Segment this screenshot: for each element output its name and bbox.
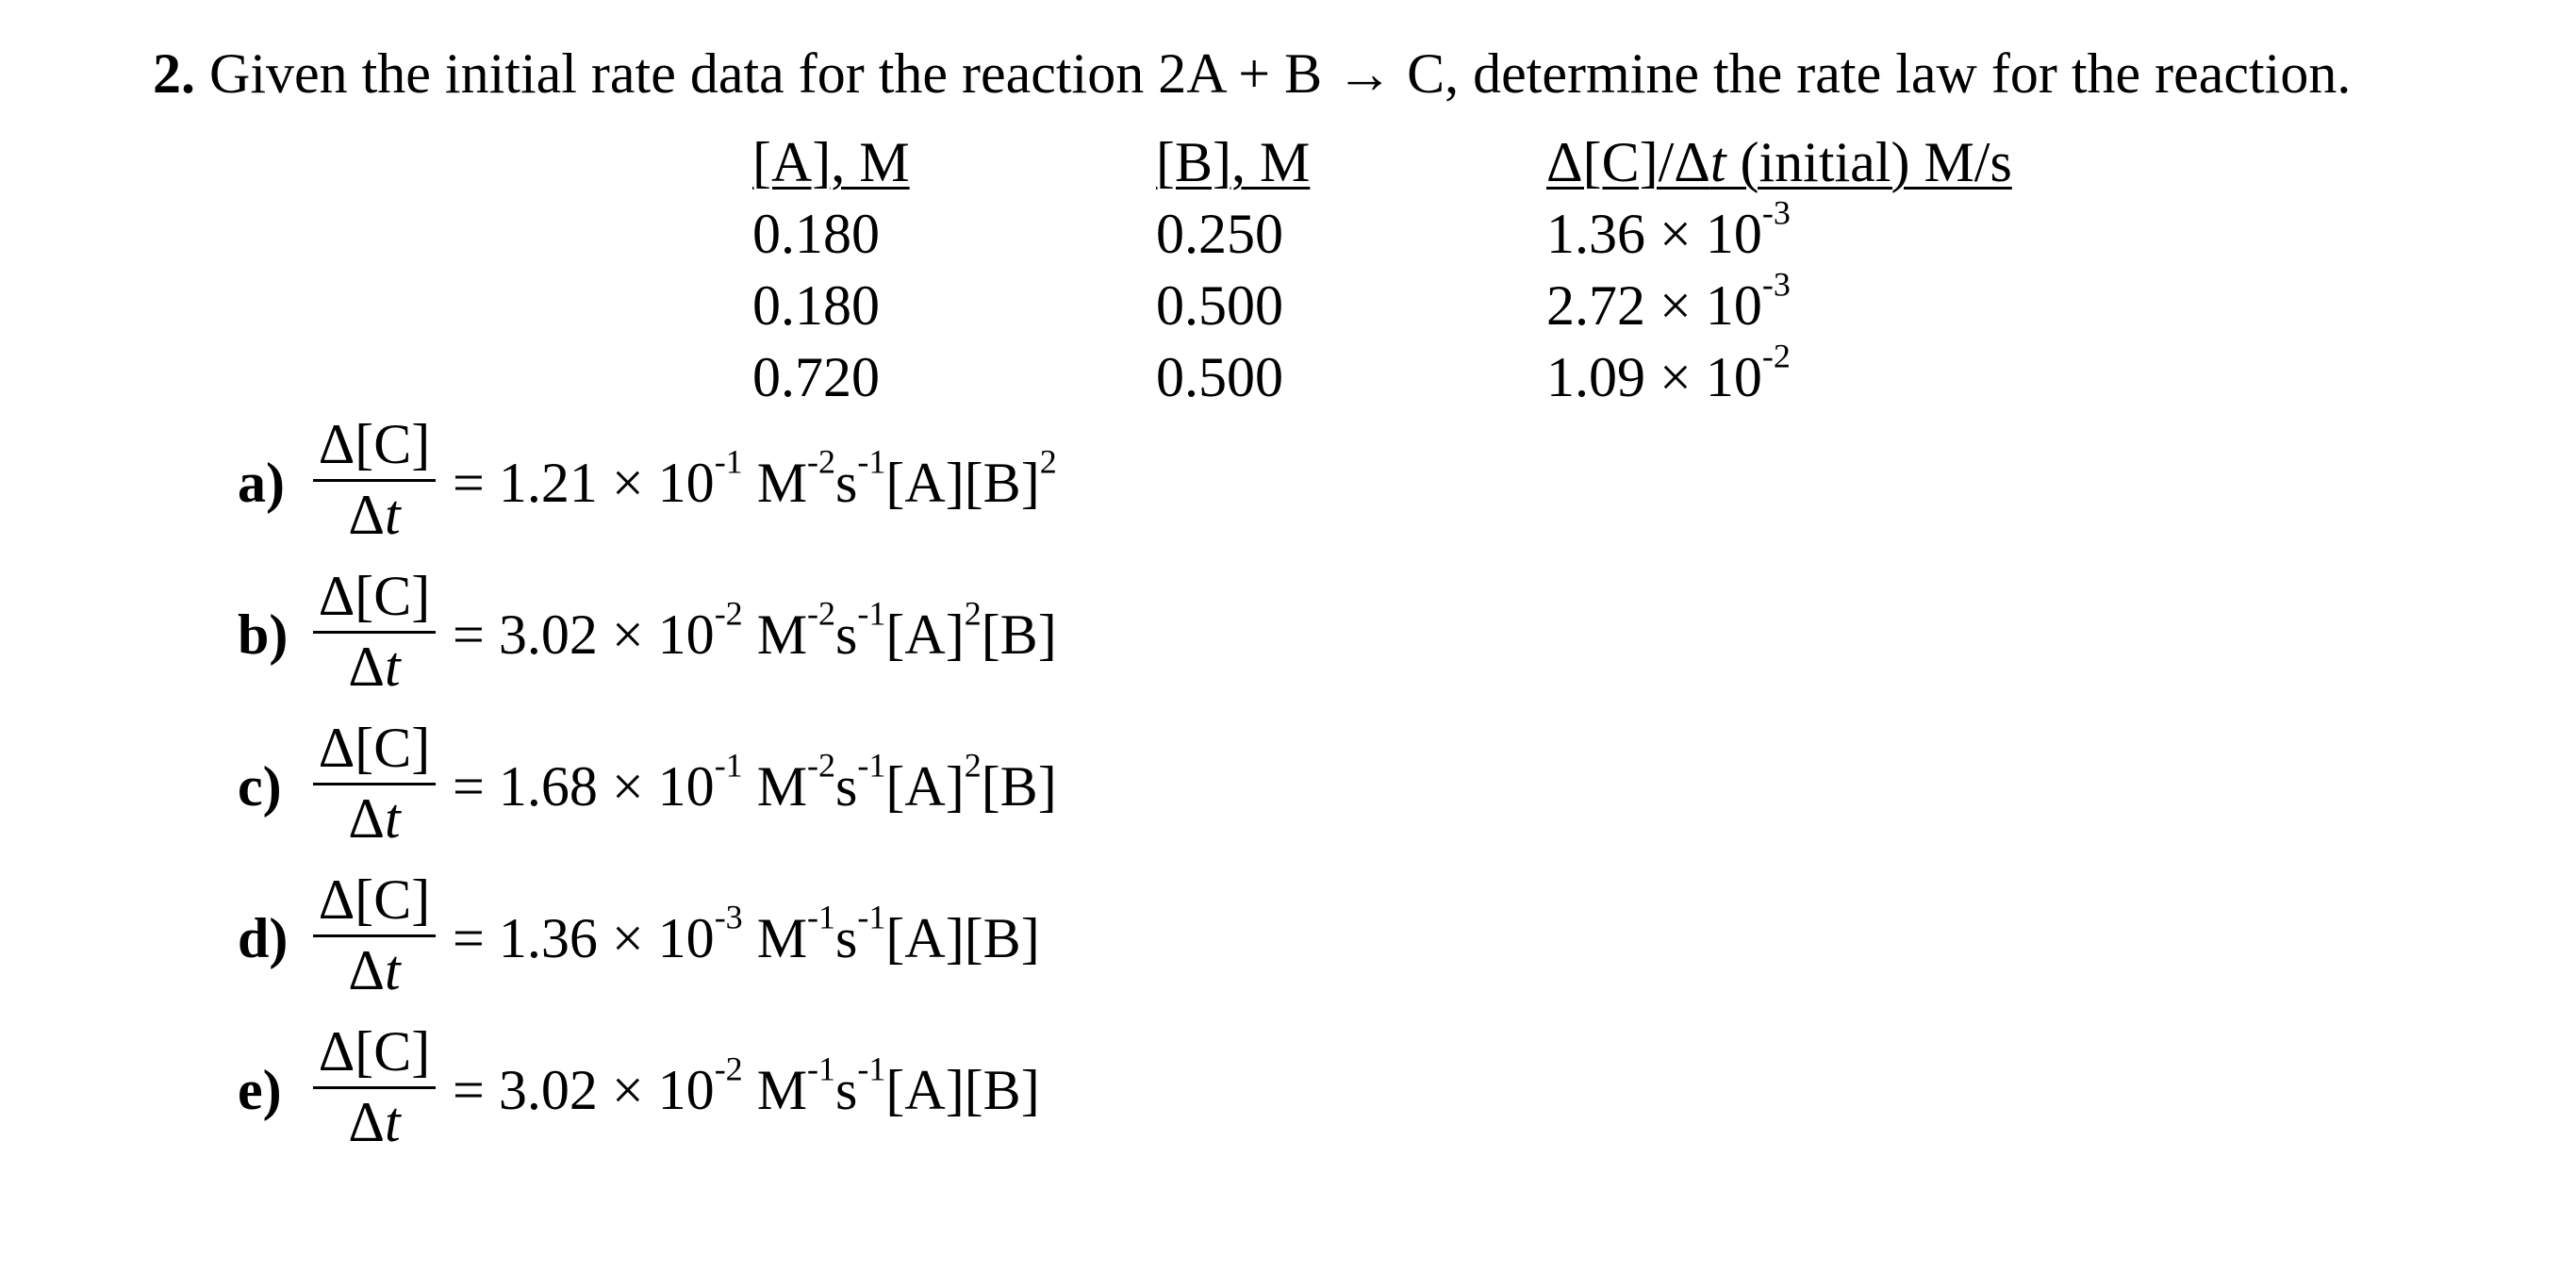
rate-fraction [313, 567, 436, 696]
unit-m: M [742, 907, 808, 969]
unit-s: s [835, 1059, 858, 1121]
term-a: [A] [885, 452, 965, 514]
cell-a-2: 0.180 [752, 274, 880, 337]
fraction-numerator: Δ[C] [318, 565, 431, 627]
rate-fraction [313, 719, 436, 848]
fraction-bar [313, 631, 436, 634]
fraction-denominator [313, 941, 436, 1000]
cell-rate-2 [1546, 265, 2012, 341]
fraction-denominator [313, 1093, 436, 1151]
cell-a-1: 0.180 [752, 203, 880, 265]
fraction-numerator: Δ[C] [318, 868, 431, 931]
unit-m: M [742, 452, 808, 514]
unit-s: s [835, 452, 858, 514]
cell-b-3: 0.500 [1156, 346, 1283, 408]
question-text [153, 34, 2351, 113]
rate-3-mantissa: 1.09 × 10 [1546, 346, 1762, 408]
term-b: [B] [981, 755, 1057, 818]
unit-s: s [835, 603, 858, 666]
rate-law-expression [453, 746, 1057, 819]
term-a: [A] [885, 1059, 965, 1121]
coefficient: = 3.02 × 10 [453, 1059, 715, 1121]
unit-m-exponent: -2 [807, 746, 836, 785]
coefficient: = 1.68 × 10 [453, 755, 715, 818]
unit-m-exponent: -2 [807, 594, 836, 633]
column-a-concentration [752, 126, 910, 413]
den-delta: Δ [348, 787, 385, 850]
header-a: [A], M [752, 131, 910, 193]
fraction-bar [313, 783, 436, 785]
fraction-denominator [313, 486, 436, 544]
term-b: [B] [964, 907, 1040, 969]
den-var: t [384, 787, 401, 850]
den-var: t [384, 636, 401, 698]
den-var: t [384, 1091, 401, 1153]
term-a: [A] [885, 907, 965, 969]
den-delta: Δ [348, 484, 385, 546]
coefficient: = 1.36 × 10 [453, 907, 715, 969]
coefficient-exponent: -3 [714, 898, 743, 936]
column-b-concentration [1156, 126, 1310, 413]
unit-m-exponent: -1 [807, 898, 836, 936]
option-label: a) [238, 452, 285, 514]
rate-1-mantissa: 1.36 × 10 [1546, 203, 1762, 265]
rate-2-mantissa: 2.72 × 10 [1546, 274, 1762, 337]
unit-s-exponent: -1 [857, 442, 886, 481]
rate-2-exponent: -3 [1761, 265, 1791, 304]
rate-law-expression [453, 1050, 1040, 1123]
den-delta: Δ [348, 636, 385, 698]
den-delta: Δ [348, 939, 385, 1001]
rate-law-expression [453, 442, 1057, 516]
cell-b-2: 0.500 [1156, 274, 1283, 337]
coefficient: = 3.02 × 10 [453, 603, 715, 666]
question-prompt: Given the initial rate data for the reaction 2A + B → C, determine the rate law for the reaction. [209, 42, 2352, 105]
question-number: 2. [153, 42, 195, 105]
column-initial-rate [1546, 126, 2012, 413]
term-a: [A] [885, 603, 965, 666]
fraction-denominator [313, 789, 436, 848]
unit-s: s [835, 755, 858, 818]
term-a-exponent: 2 [964, 594, 982, 633]
coefficient-exponent: -1 [714, 746, 743, 785]
cell-b-1: 0.250 [1156, 203, 1283, 265]
den-var: t [384, 939, 401, 1001]
fraction-numerator: Δ[C] [318, 1020, 431, 1083]
rate-fraction [313, 1022, 436, 1151]
den-var: t [384, 484, 401, 546]
fraction-bar [313, 1086, 436, 1089]
unit-m: M [742, 755, 808, 818]
coefficient-exponent: -2 [714, 594, 743, 633]
unit-m-exponent: -1 [807, 1050, 836, 1088]
rate-law-expression [453, 594, 1057, 668]
header-rate-var: t [1709, 131, 1726, 193]
unit-m-exponent: -2 [807, 442, 836, 481]
unit-m: M [742, 1059, 808, 1121]
rate-fraction [313, 870, 436, 1000]
rate-1-exponent: -3 [1761, 193, 1791, 232]
term-b: [B] [964, 1059, 1040, 1121]
term-b-exponent: 2 [1039, 442, 1057, 481]
unit-s-exponent: -1 [857, 898, 886, 936]
unit-s-exponent: -1 [857, 746, 886, 785]
fraction-bar [313, 479, 436, 482]
term-a-exponent: 2 [964, 746, 982, 785]
cell-rate-3 [1546, 337, 2012, 413]
den-delta: Δ [348, 1091, 385, 1153]
cell-a-3: 0.720 [752, 346, 880, 408]
option-label: d) [238, 907, 289, 969]
unit-s-exponent: -1 [857, 1050, 886, 1088]
coefficient: = 1.21 × 10 [453, 452, 715, 514]
header-rate [1546, 126, 2012, 198]
fraction-denominator [313, 637, 436, 696]
unit-s-exponent: -1 [857, 594, 886, 633]
fraction-numerator: Δ[C] [318, 413, 431, 475]
rate-3-exponent: -2 [1761, 337, 1791, 375]
unit-m: M [742, 603, 808, 666]
term-a: [A] [885, 755, 965, 818]
cell-rate-1 [1546, 193, 2012, 270]
coefficient-exponent: -1 [714, 442, 743, 481]
term-b: [B] [981, 603, 1057, 666]
option-label: e) [238, 1059, 282, 1121]
unit-s: s [835, 907, 858, 969]
option-label: b) [238, 603, 289, 666]
header-rate-prefix: Δ[C]/Δ [1546, 131, 1710, 193]
fraction-bar [313, 934, 436, 937]
fraction-numerator: Δ[C] [318, 717, 431, 779]
term-b: [B] [964, 452, 1040, 514]
coefficient-exponent: -2 [714, 1050, 743, 1088]
header-b: [B], M [1156, 131, 1311, 193]
rate-law-expression [453, 898, 1040, 971]
header-rate-suffix: (initial) M/s [1726, 131, 2012, 193]
rate-fraction [313, 415, 436, 544]
option-label: c) [238, 755, 282, 818]
